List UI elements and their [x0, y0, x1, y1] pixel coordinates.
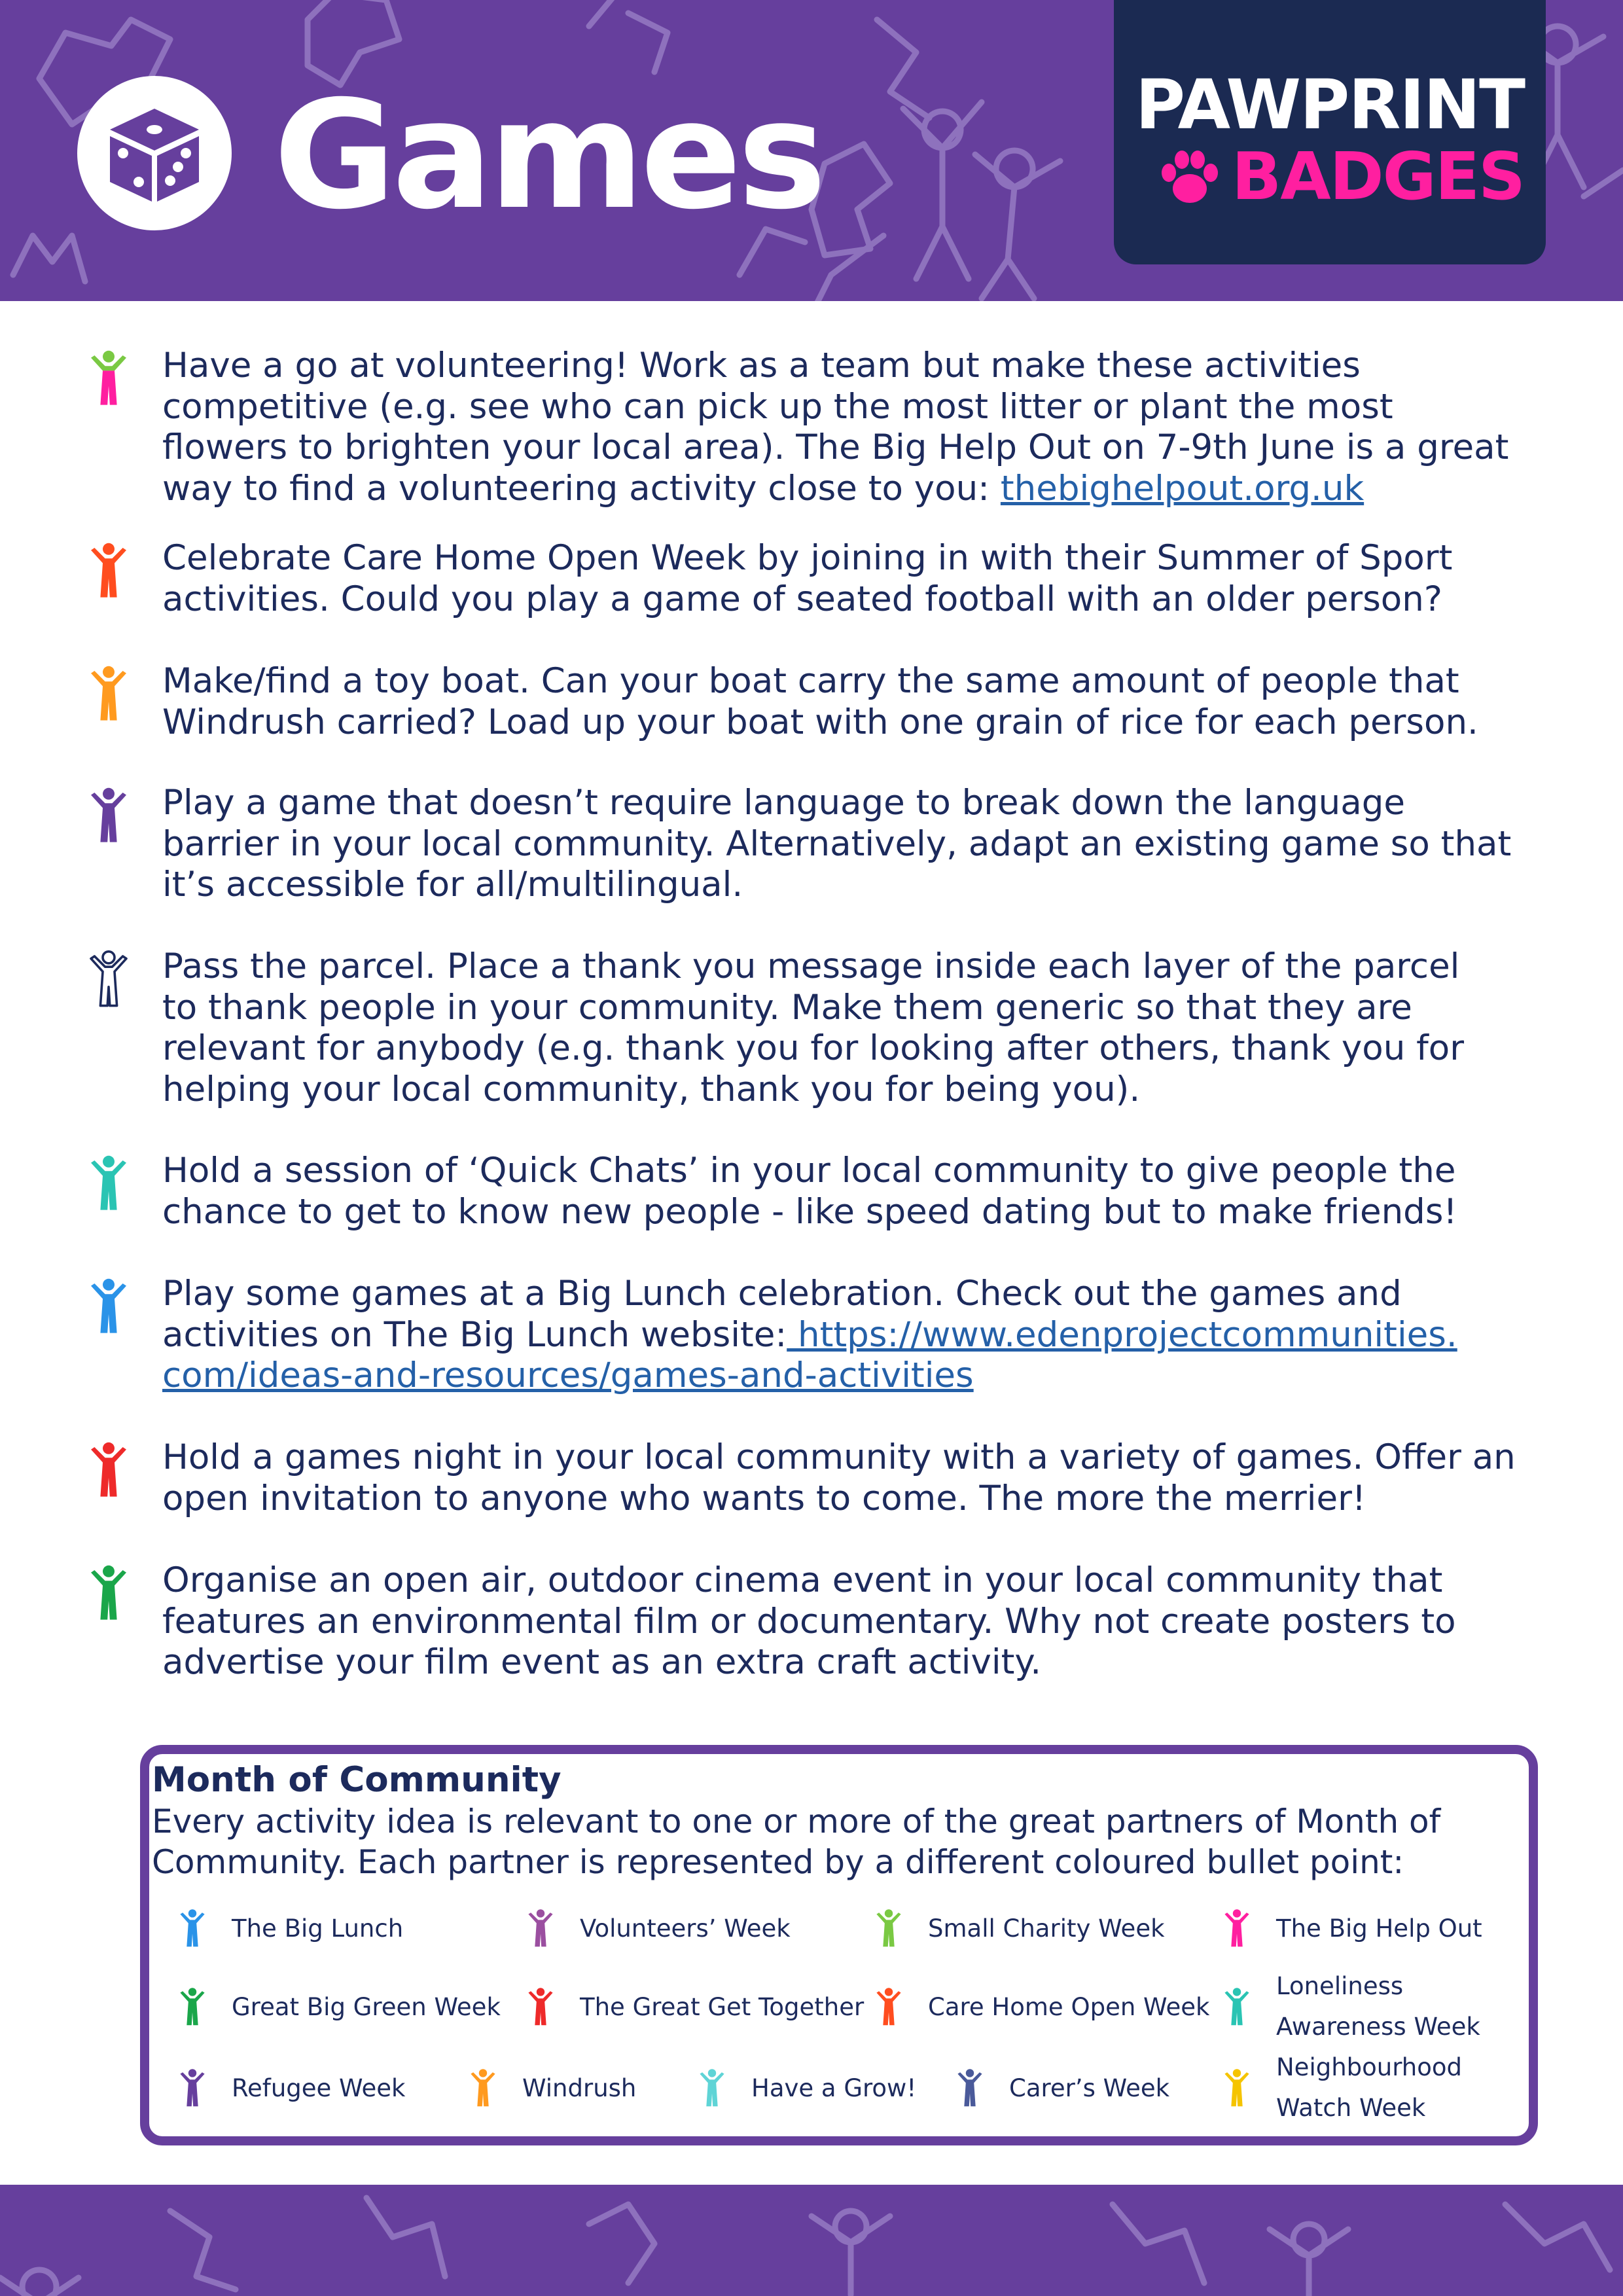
activity-text: Hold a session of ‘Quick Chats’ in your local community to give people the chance to get to know new people - like speed dating but to make friends! [162, 1151, 1457, 1232]
pawprint-badges-logo [1114, 0, 1546, 264]
partner-bullet-icon [953, 2068, 987, 2111]
bullet-person-icon [84, 665, 134, 726]
activity-text: Pass the parcel. Place a thank you message inside each layer of the parcel to thank people in your community. Make them generic so that they are relevant for anybody (e.g. thank you for looking after others, thank you for helping your local community, thank you for being you). [162, 946, 1465, 1109]
partner-bullet-icon [1220, 1909, 1254, 1952]
partner-label: Windrush [522, 2074, 637, 2102]
partner-bullet-icon [466, 2068, 500, 2111]
big-lunch-games-link[interactable]: https://www.edenprojectcommunities. com/ideas-and-resources/games-and-activities [162, 1314, 1457, 1395]
partner-bullet-icon [695, 2068, 729, 2111]
logo-text-pawprint: PAWPRINT [1135, 65, 1525, 145]
bullet-person-icon [84, 350, 134, 411]
partner-label: Neighbourhood Watch Week [1276, 2047, 1462, 2128]
person-icon [175, 1987, 209, 2028]
person-icon [84, 542, 134, 601]
partner-label: Small Charity Week [928, 1914, 1165, 1943]
activity-text: Celebrate Care Home Open Week by joining in with their Summer of Sport activities. Could you play a game of seated football with an older person? [162, 538, 1453, 619]
dice-icon [77, 76, 232, 230]
big-help-out-link[interactable]: thebighelpout.org.uk [1000, 468, 1364, 509]
page-title: Games [274, 68, 823, 242]
person-icon [524, 1987, 558, 2028]
bullet-person-icon [84, 787, 134, 848]
person-icon [84, 950, 134, 1009]
activity-text: Have a go at volunteering! Work as a team but make these activities competitive (e.g. see who can pick up the most litter or plant the most flowers to brighten your local area). The Big Help Out on 7-9th June is a great way to find a volunteering activity close to you: thebighelpout.org.uk [162, 346, 1509, 509]
dice-icon-circle [77, 76, 232, 230]
person-icon [1220, 1909, 1254, 1949]
partner-label: Volunteers’ Week [580, 1914, 791, 1943]
activity-text: Make/find a toy boat. Can your boat carry the same amount of people that Windrush carried? Load up your boat with one grain of rice for each person. [162, 661, 1478, 742]
partner-bullet-icon [175, 1909, 209, 1952]
partner-label: Have a Grow! [751, 2074, 917, 2102]
partner-bullet-icon [175, 1987, 209, 2030]
person-icon [466, 2068, 500, 2109]
person-icon [872, 1909, 906, 1949]
person-icon [175, 2068, 209, 2109]
person-icon [84, 665, 134, 724]
partner-label: Care Home Open Week [928, 1993, 1210, 2021]
bullet-person-icon [84, 1564, 134, 1626]
person-icon [84, 1278, 134, 1336]
activity-text: Play a game that doesn’t require language to break down the language barrier in your local community. Alternatively, adapt an existing game so that it’s accessible for all/multilingual. [162, 783, 1512, 905]
bullet-person-icon [84, 1155, 134, 1216]
partner-label: The Big Help Out [1276, 1914, 1482, 1943]
partner-label: Loneliness Awareness Week [1276, 1966, 1480, 2047]
partner-label: The Big Lunch [232, 1914, 404, 1943]
partner-bullet-icon [872, 1987, 906, 2030]
activity-text: Play some games at a Big Lunch celebration. Check out the games and activities on The Big Lunch website: https://www.edenprojectcommunities. com/ideas-and-resources/games-and-activities [162, 1274, 1457, 1395]
person-icon [84, 787, 134, 846]
bullet-person-icon [84, 542, 134, 603]
person-icon [84, 1564, 134, 1623]
legend-title: Month of Community [152, 1760, 562, 1800]
partner-bullet-icon [1220, 1987, 1254, 2030]
bullet-person-icon [84, 950, 134, 1012]
person-icon [695, 2068, 729, 2109]
bullet-person-icon [84, 1278, 134, 1339]
partner-label: Refugee Week [232, 2074, 406, 2102]
person-icon [84, 350, 134, 408]
activity-text: Hold a games night in your local community with a variety of games. Offer an open invitation to anyone who wants to come. The more the merrier! [162, 1437, 1516, 1518]
person-icon [1220, 2068, 1254, 2109]
legend-description: Every activity idea is relevant to one or more of the great partners of Month of Community. Each partner is represented by a different coloured bullet point: [152, 1803, 1441, 1881]
footer-banner [0, 2185, 1623, 2296]
people-pattern-decoration [0, 2185, 1623, 2296]
partner-bullet-icon [872, 1909, 906, 1952]
person-icon [872, 1987, 906, 2028]
person-icon [524, 1909, 558, 1949]
partner-bullet-icon [175, 2068, 209, 2111]
bullet-person-icon [84, 1441, 134, 1503]
partner-label-line2: Awareness Week [1276, 2013, 1480, 2041]
person-icon [84, 1441, 134, 1500]
logo-text-badges: BADGES [1232, 138, 1525, 215]
person-icon [175, 1909, 209, 1949]
header-banner [0, 0, 1623, 301]
partner-label: Great Big Green Week [232, 1993, 501, 2021]
paw-icon [1156, 145, 1221, 211]
partner-label: Carer’s Week [1009, 2074, 1170, 2102]
partner-bullet-icon [524, 1909, 558, 1952]
partner-label-line2: Watch Week [1276, 2094, 1426, 2122]
person-icon [953, 2068, 987, 2109]
partner-bullet-icon [1220, 2068, 1254, 2111]
partner-label: The Great Get Together [580, 1993, 865, 2021]
activity-text: Organise an open air, outdoor cinema event in your local community that features an environmental film or documentary. Why not create posters to advertise your film event as an extra craft activity. [162, 1560, 1456, 1682]
partner-bullet-icon [524, 1987, 558, 2030]
person-icon [84, 1155, 134, 1213]
person-icon [1220, 1987, 1254, 2028]
